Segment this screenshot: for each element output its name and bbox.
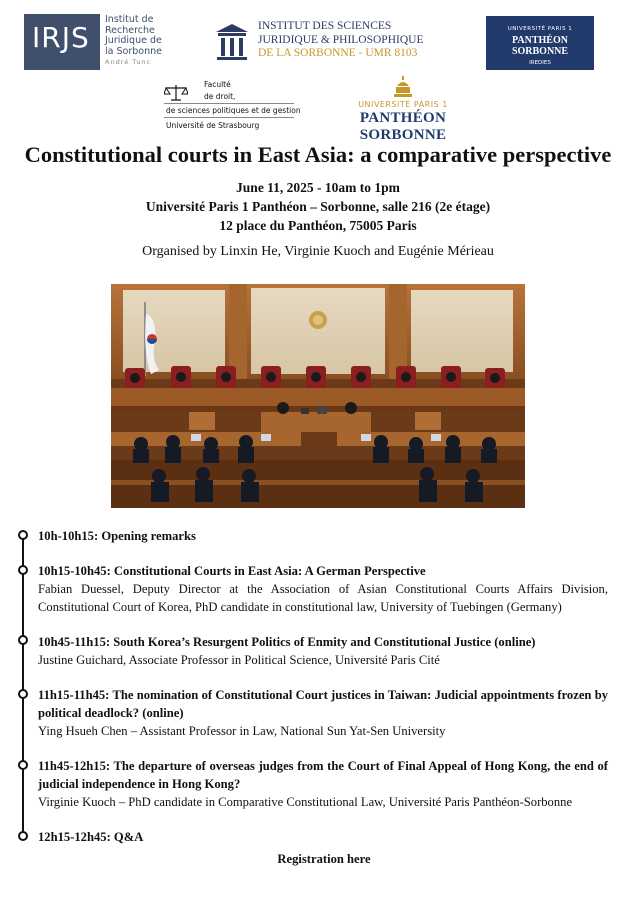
unistra-law-logo — [164, 78, 300, 134]
event-title: Constitutional courts in East Asia: a comparative perspective — [24, 142, 612, 167]
timeline-node — [18, 760, 28, 770]
isjps-line: JURIDIQUE & PHILOSOPHIQUE — [258, 33, 424, 46]
irjs-line: Recherche — [105, 24, 155, 36]
irjs-logo — [24, 14, 160, 70]
programme-item — [38, 757, 608, 811]
pantheon-line2: PANTHÉON SORBONNE — [359, 110, 447, 143]
isjps-logo — [214, 20, 424, 66]
isjps-line: DE LA SORBONNE - UMR 8103 — [258, 47, 418, 59]
pantheon-box-line2: PANTHÉON SORBONNE — [511, 35, 569, 57]
timeline-node — [18, 530, 28, 540]
pantheon-sorbonne-logo — [318, 76, 488, 143]
session-title: The nomination of Constitutional Court justices in Taiwan: Judicial appointments frozen by political deadlock? (online) — [38, 688, 608, 720]
session-title: South Korea’s Resurgent Politics of Enmity and Constitutional Justice (online) — [113, 635, 536, 649]
session-time: 11h45-12h15: — [38, 759, 114, 773]
pantheon-line1: UNIVERSITÉ PARIS 1 — [358, 100, 448, 109]
session-speaker: Justine Guichard, Associate Professor in Political Science, Université Paris Cité — [38, 653, 440, 667]
event-venue: Université Paris 1 Panthéon – Sorbonne, salle 216 (2e étage) — [145, 199, 491, 214]
irjs-logo-mark: IRJS — [24, 14, 100, 70]
programme-item — [38, 633, 608, 669]
unistra-line: de droit, — [204, 92, 236, 101]
temple-columns-icon — [214, 22, 250, 62]
irjs-tagline: André Tunc — [105, 58, 152, 66]
irjs-line: Juridique de — [105, 35, 162, 46]
session-speaker: Fabian Duessel, Deputy Director at the Association of Asian Constitutional Courts Affairs Division, Constitutional Court of Korea, PhD candidate in constitutional law, University of Tuebingen (Germany) — [38, 582, 608, 614]
programme-timeline — [22, 536, 24, 836]
session-time: 10h15-10h45: — [38, 564, 114, 578]
scales-icon — [164, 84, 188, 102]
session-title: Opening remarks — [101, 529, 196, 543]
irjs-line: la Sorbonne — [105, 45, 162, 57]
session-speaker: Ying Hsueh Chen – Assistant Professor in Law, National Sun Yat-Sen University — [38, 724, 446, 738]
session-time: 10h45-11h15: — [38, 635, 114, 649]
constitutional-court-hearing-photo — [111, 284, 525, 508]
programme-item — [38, 527, 608, 545]
pantheon-box-line3: IREDIES — [529, 60, 551, 66]
unistra-line: de sciences politiques et de gestion — [166, 106, 301, 115]
event-address: 12 place du Panthéon, 75005 Paris — [219, 218, 417, 233]
session-time: 11h15-11h45: — [38, 688, 113, 702]
session-title: Q&A — [113, 830, 144, 844]
unistra-line: Faculté — [204, 80, 231, 89]
programme-item — [38, 562, 608, 616]
event-organisers: Organised by Linxin He, Virginie Kuoch and Eugénie Mérieau — [142, 244, 494, 259]
timeline-node — [18, 565, 28, 575]
irjs-line: Institut de — [105, 14, 154, 25]
session-time: 10h-10h15: — [38, 529, 102, 543]
programme-item — [38, 686, 608, 740]
session-time: 12h15-12h45: — [38, 830, 114, 844]
event-date: June 11, 2025 - 10am to 1pm — [236, 180, 400, 195]
unistra-line: Université de Strasbourg — [166, 121, 260, 130]
programme-item — [38, 828, 608, 846]
registration-link[interactable]: Registration here — [277, 852, 371, 866]
timeline-node — [18, 689, 28, 699]
isjps-line: INSTITUT DES SCIENCES — [258, 20, 392, 32]
session-title: Constitutional Courts in East Asia: A German Perspective — [113, 564, 426, 578]
pantheon-box-line1: UNIVERSITÉ PARIS 1 — [507, 26, 573, 32]
session-title: The departure of overseas judges from the Court of Final Appeal of Hong Kong, the end of judicial independence in Hong Kong? — [38, 759, 608, 791]
timeline-node — [18, 831, 28, 841]
pantheon-tower-icon — [394, 76, 412, 98]
session-speaker: Virginie Kuoch – PhD candidate in Comparative Constitutional Law, Université Paris Panthéon-Sorbonne — [38, 795, 573, 809]
timeline-node — [18, 635, 28, 645]
pantheon-iredies-logo — [486, 16, 594, 70]
